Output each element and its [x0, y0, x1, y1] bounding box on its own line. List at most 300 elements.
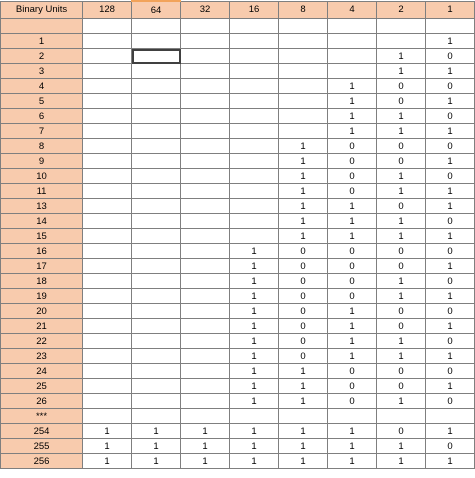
bit-cell[interactable]: 0	[426, 49, 475, 64]
bit-cell[interactable]	[83, 64, 132, 79]
bit-cell[interactable]: 1	[279, 154, 328, 169]
bit-cell[interactable]	[83, 49, 132, 64]
bit-cell[interactable]	[132, 94, 181, 109]
bit-cell[interactable]: 0	[328, 139, 377, 154]
bit-cell[interactable]	[132, 244, 181, 259]
bit-cell[interactable]: 1	[181, 439, 230, 454]
bit-cell[interactable]	[132, 379, 181, 394]
table-row	[1, 34, 475, 49]
bit-cell[interactable]	[83, 349, 132, 364]
bit-cell[interactable]	[230, 79, 279, 94]
bit-cell[interactable]	[279, 94, 328, 109]
bit-cell[interactable]: 1	[377, 274, 426, 289]
bit-cell[interactable]	[132, 274, 181, 289]
bit-cell[interactable]: 0	[377, 154, 426, 169]
bit-cell[interactable]	[181, 229, 230, 244]
bit-cell[interactable]	[83, 109, 132, 124]
bit-cell[interactable]: 0	[377, 139, 426, 154]
bit-cell[interactable]	[83, 379, 132, 394]
bit-cell[interactable]: 1	[230, 259, 279, 274]
table-row	[1, 124, 475, 139]
bit-cell[interactable]: 0	[377, 244, 426, 259]
bit-cell[interactable]	[181, 394, 230, 409]
table-row	[1, 79, 475, 94]
header-column-cell[interactable]: 8	[279, 1, 328, 19]
bit-cell[interactable]	[83, 169, 132, 184]
bit-cell[interactable]: 1	[83, 439, 132, 454]
bit-cell[interactable]: 0	[426, 109, 475, 124]
bit-cell[interactable]: 0	[377, 79, 426, 94]
bit-cell[interactable]: 1	[328, 94, 377, 109]
table-row	[1, 244, 475, 259]
bit-cell[interactable]	[83, 319, 132, 334]
bit-cell[interactable]: 0	[328, 184, 377, 199]
row-label-cell[interactable]: 18	[1, 274, 83, 289]
bit-cell[interactable]	[83, 124, 132, 139]
bit-cell[interactable]: 0	[328, 259, 377, 274]
bit-cell[interactable]: 0	[426, 274, 475, 289]
bit-cell[interactable]	[181, 169, 230, 184]
bit-cell[interactable]: 0	[279, 244, 328, 259]
bit-cell[interactable]: 1	[377, 49, 426, 64]
bit-cell[interactable]: 1	[426, 184, 475, 199]
bit-cell[interactable]: 1	[426, 124, 475, 139]
bit-cell[interactable]: 1	[328, 79, 377, 94]
bit-cell[interactable]	[181, 139, 230, 154]
bit-cell[interactable]	[230, 184, 279, 199]
header-column-cell[interactable]: 16	[230, 1, 279, 19]
row-label-cell[interactable]: 17	[1, 259, 83, 274]
bit-cell[interactable]	[181, 79, 230, 94]
bit-cell[interactable]: 1	[230, 439, 279, 454]
bit-cell[interactable]	[132, 304, 181, 319]
bit-cell[interactable]: 1	[377, 64, 426, 79]
bit-cell[interactable]: 1	[279, 394, 328, 409]
bit-cell[interactable]: 0	[426, 214, 475, 229]
bit-cell[interactable]	[279, 34, 328, 49]
bit-cell[interactable]: 1	[132, 424, 181, 439]
bit-cell[interactable]: 1	[279, 199, 328, 214]
bit-cell[interactable]	[377, 34, 426, 49]
bit-cell[interactable]: 1	[377, 214, 426, 229]
bit-cell[interactable]	[83, 34, 132, 49]
bit-cell[interactable]	[83, 214, 132, 229]
table-body	[1, 19, 475, 469]
bit-cell[interactable]: 0	[279, 259, 328, 274]
bit-cell[interactable]	[132, 139, 181, 154]
table-row	[1, 439, 475, 454]
table-row	[1, 424, 475, 439]
bit-cell[interactable]	[132, 124, 181, 139]
bit-cell[interactable]	[230, 64, 279, 79]
bit-cell[interactable]: 1	[328, 229, 377, 244]
row-label-cell[interactable]	[1, 19, 83, 34]
bit-cell[interactable]: 1	[230, 289, 279, 304]
bit-cell[interactable]	[83, 184, 132, 199]
bit-cell[interactable]: 0	[377, 319, 426, 334]
bit-cell[interactable]	[181, 349, 230, 364]
row-label-cell[interactable]: 4	[1, 79, 83, 94]
bit-cell[interactable]: 1	[426, 454, 475, 469]
bit-cell[interactable]	[181, 34, 230, 49]
bit-cell[interactable]: 0	[279, 274, 328, 289]
bit-cell[interactable]: 1	[426, 64, 475, 79]
bit-cell[interactable]: 1	[426, 289, 475, 304]
bit-cell[interactable]	[181, 199, 230, 214]
bit-cell[interactable]: 1	[426, 349, 475, 364]
bit-cell[interactable]: 0	[377, 304, 426, 319]
bit-cell[interactable]: 1	[132, 454, 181, 469]
bit-cell[interactable]: 1	[377, 439, 426, 454]
row-label-cell[interactable]: 26	[1, 394, 83, 409]
table-row	[1, 334, 475, 349]
bit-cell[interactable]	[230, 214, 279, 229]
row-label-cell[interactable]: 13	[1, 199, 83, 214]
bit-cell[interactable]	[83, 394, 132, 409]
bit-cell[interactable]	[230, 169, 279, 184]
bit-cell[interactable]: 1	[279, 424, 328, 439]
bit-cell[interactable]	[230, 109, 279, 124]
bit-cell[interactable]: 0	[377, 364, 426, 379]
bit-cell[interactable]: 1	[328, 439, 377, 454]
bit-cell[interactable]	[83, 94, 132, 109]
bit-cell[interactable]	[230, 199, 279, 214]
bit-cell[interactable]	[83, 274, 132, 289]
bit-cell[interactable]: 0	[328, 154, 377, 169]
table-row	[1, 199, 475, 214]
row-label-cell[interactable]: 20	[1, 304, 83, 319]
bit-cell[interactable]: 1	[328, 319, 377, 334]
bit-cell[interactable]	[181, 409, 230, 424]
bit-cell[interactable]: 1	[181, 424, 230, 439]
row-label-cell[interactable]: 15	[1, 229, 83, 244]
row-label-cell[interactable]: 255	[1, 439, 83, 454]
bit-cell[interactable]	[83, 304, 132, 319]
bit-cell[interactable]: 1	[328, 109, 377, 124]
bit-cell[interactable]: 0	[377, 424, 426, 439]
row-label-cell[interactable]: 2	[1, 49, 83, 64]
table-row	[1, 19, 475, 34]
bit-cell[interactable]: 1	[83, 424, 132, 439]
bit-cell[interactable]	[132, 349, 181, 364]
bit-cell[interactable]	[328, 19, 377, 34]
bit-cell[interactable]	[181, 334, 230, 349]
header-label-cell[interactable]: Binary Units	[1, 1, 83, 19]
bit-cell[interactable]	[83, 334, 132, 349]
bit-cell[interactable]	[279, 64, 328, 79]
table-row	[1, 169, 475, 184]
bit-cell[interactable]: 1	[377, 394, 426, 409]
bit-cell[interactable]: 1	[377, 229, 426, 244]
row-label-cell[interactable]: 1	[1, 34, 83, 49]
table-row	[1, 304, 475, 319]
bit-cell[interactable]: 1	[279, 379, 328, 394]
bit-cell[interactable]	[181, 94, 230, 109]
bit-cell[interactable]: 1	[426, 154, 475, 169]
bit-cell[interactable]: 0	[328, 274, 377, 289]
bit-cell[interactable]	[181, 154, 230, 169]
bit-cell[interactable]	[132, 259, 181, 274]
bit-cell[interactable]: 0	[328, 169, 377, 184]
row-label-cell[interactable]: 6	[1, 109, 83, 124]
bit-cell[interactable]	[132, 19, 181, 34]
row-label-cell[interactable]: 14	[1, 214, 83, 229]
bit-cell[interactable]	[181, 109, 230, 124]
bit-cell[interactable]	[426, 409, 475, 424]
bit-cell[interactable]	[230, 19, 279, 34]
row-label-cell[interactable]: 9	[1, 154, 83, 169]
bit-cell[interactable]: 1	[230, 364, 279, 379]
bit-cell[interactable]: 1	[83, 454, 132, 469]
bit-cell[interactable]	[83, 364, 132, 379]
bit-cell[interactable]	[132, 79, 181, 94]
bit-cell[interactable]	[230, 409, 279, 424]
bit-cell[interactable]: 1	[230, 454, 279, 469]
bit-cell[interactable]	[83, 199, 132, 214]
bit-cell[interactable]	[83, 259, 132, 274]
bit-cell[interactable]: 0	[426, 139, 475, 154]
bit-cell[interactable]: 1	[426, 94, 475, 109]
bit-cell[interactable]	[132, 199, 181, 214]
table-row	[1, 154, 475, 169]
bit-cell[interactable]	[279, 109, 328, 124]
header-row	[1, 1, 475, 19]
bit-cell[interactable]: 1	[328, 334, 377, 349]
bit-cell[interactable]: 1	[279, 169, 328, 184]
table-row	[1, 319, 475, 334]
bit-cell[interactable]	[83, 139, 132, 154]
bit-cell[interactable]: 1	[426, 424, 475, 439]
bit-cell[interactable]: 1	[328, 349, 377, 364]
bit-cell[interactable]	[181, 319, 230, 334]
bit-cell[interactable]	[328, 49, 377, 64]
row-label-cell[interactable]: 11	[1, 184, 83, 199]
bit-cell[interactable]: 0	[426, 244, 475, 259]
row-label-cell[interactable]: 254	[1, 424, 83, 439]
bit-cell[interactable]: 1	[230, 304, 279, 319]
bit-cell[interactable]: 1	[279, 139, 328, 154]
bit-cell[interactable]: 1	[377, 109, 426, 124]
bit-cell[interactable]	[181, 184, 230, 199]
bit-cell[interactable]: 0	[377, 199, 426, 214]
bit-cell[interactable]: 1	[426, 319, 475, 334]
row-label-cell[interactable]: ***	[1, 409, 83, 424]
row-label-cell[interactable]: 19	[1, 289, 83, 304]
header-column-cell[interactable]: 64	[132, 1, 181, 19]
bit-cell[interactable]	[230, 124, 279, 139]
bit-cell[interactable]	[83, 19, 132, 34]
bit-cell[interactable]: 0	[377, 379, 426, 394]
row-label-cell[interactable]: 3	[1, 64, 83, 79]
bit-cell[interactable]	[230, 94, 279, 109]
bit-cell[interactable]	[279, 124, 328, 139]
row-label-cell[interactable]: 21	[1, 319, 83, 334]
bit-cell[interactable]	[279, 49, 328, 64]
bit-cell[interactable]: 1	[426, 229, 475, 244]
bit-cell[interactable]: 0	[279, 319, 328, 334]
bit-cell[interactable]	[132, 364, 181, 379]
bit-cell[interactable]	[132, 289, 181, 304]
row-label-cell[interactable]: 10	[1, 169, 83, 184]
bit-cell[interactable]: 1	[230, 244, 279, 259]
bit-cell[interactable]: 1	[230, 334, 279, 349]
bit-cell[interactable]: 1	[230, 349, 279, 364]
bit-cell[interactable]	[181, 289, 230, 304]
bit-cell[interactable]: 0	[377, 94, 426, 109]
table-row	[1, 364, 475, 379]
bit-cell[interactable]: 1	[328, 454, 377, 469]
bit-cell[interactable]: 1	[377, 454, 426, 469]
bit-cell[interactable]	[83, 289, 132, 304]
bit-cell[interactable]: 1	[328, 124, 377, 139]
bit-cell[interactable]	[181, 244, 230, 259]
bit-cell[interactable]	[83, 154, 132, 169]
bit-cell[interactable]: 1	[426, 259, 475, 274]
bit-cell[interactable]	[230, 229, 279, 244]
bit-cell[interactable]	[181, 364, 230, 379]
bit-cell[interactable]: 0	[426, 364, 475, 379]
bit-cell[interactable]	[83, 229, 132, 244]
bit-cell[interactable]	[132, 109, 181, 124]
row-label-cell[interactable]: 8	[1, 139, 83, 154]
bit-cell[interactable]	[279, 409, 328, 424]
bit-cell[interactable]: 1	[230, 379, 279, 394]
bit-cell[interactable]	[181, 124, 230, 139]
bit-cell[interactable]	[279, 19, 328, 34]
bit-cell[interactable]: 1	[377, 334, 426, 349]
bit-cell[interactable]: 1	[230, 274, 279, 289]
header-column-cell[interactable]: 2	[377, 1, 426, 19]
row-label-cell[interactable]: 24	[1, 364, 83, 379]
bit-cell[interactable]: 0	[279, 304, 328, 319]
bit-cell[interactable]	[230, 139, 279, 154]
bit-cell[interactable]: 1	[377, 169, 426, 184]
bit-cell[interactable]: 0	[426, 439, 475, 454]
bit-cell[interactable]: 1	[181, 454, 230, 469]
header-column-cell[interactable]: 4	[328, 1, 377, 19]
bit-cell[interactable]	[83, 79, 132, 94]
bit-cell[interactable]: 0	[328, 394, 377, 409]
bit-cell[interactable]	[132, 64, 181, 79]
bit-cell[interactable]: 0	[279, 349, 328, 364]
table-row	[1, 394, 475, 409]
bit-cell[interactable]: 1	[328, 199, 377, 214]
bit-cell[interactable]	[181, 64, 230, 79]
bit-cell[interactable]	[132, 34, 181, 49]
bit-cell[interactable]	[181, 304, 230, 319]
bit-cell[interactable]	[377, 409, 426, 424]
bit-cell[interactable]	[132, 214, 181, 229]
bit-cell[interactable]: 1	[230, 394, 279, 409]
row-label-cell[interactable]: 22	[1, 334, 83, 349]
bit-cell[interactable]: 0	[426, 304, 475, 319]
bit-cell[interactable]: 1	[377, 349, 426, 364]
bit-cell[interactable]	[328, 409, 377, 424]
row-label-cell[interactable]: 23	[1, 349, 83, 364]
bit-cell[interactable]	[132, 394, 181, 409]
bit-cell[interactable]	[279, 79, 328, 94]
bit-cell[interactable]: 1	[426, 34, 475, 49]
bit-cell[interactable]	[181, 19, 230, 34]
bit-cell[interactable]	[132, 229, 181, 244]
bit-cell[interactable]	[328, 34, 377, 49]
bit-cell[interactable]: 0	[426, 334, 475, 349]
table-row	[1, 274, 475, 289]
bit-cell[interactable]: 0	[328, 244, 377, 259]
table-row	[1, 139, 475, 154]
bit-cell[interactable]: 0	[377, 259, 426, 274]
bit-cell[interactable]	[181, 214, 230, 229]
bit-cell[interactable]	[83, 409, 132, 424]
bit-cell[interactable]	[181, 259, 230, 274]
bit-cell[interactable]: 1	[279, 454, 328, 469]
bit-cell[interactable]: 0	[426, 169, 475, 184]
bit-cell[interactable]: 1	[426, 379, 475, 394]
row-label-cell[interactable]: 256	[1, 454, 83, 469]
bit-cell[interactable]	[132, 184, 181, 199]
bit-cell[interactable]	[181, 49, 230, 64]
bit-cell[interactable]	[132, 319, 181, 334]
bit-cell[interactable]: 1	[426, 199, 475, 214]
bit-cell[interactable]	[132, 334, 181, 349]
bit-cell[interactable]: 1	[279, 214, 328, 229]
bit-cell[interactable]: 1	[377, 124, 426, 139]
bit-cell[interactable]	[181, 379, 230, 394]
bit-cell[interactable]: 1	[328, 424, 377, 439]
bit-cell[interactable]: 1	[377, 184, 426, 199]
selected-cell[interactable]	[132, 49, 181, 64]
bit-cell[interactable]: 1	[230, 319, 279, 334]
bit-cell[interactable]: 0	[328, 289, 377, 304]
bit-cell[interactable]	[328, 64, 377, 79]
bit-cell[interactable]	[83, 244, 132, 259]
bit-cell[interactable]: 1	[377, 289, 426, 304]
bit-cell[interactable]	[132, 154, 181, 169]
bit-cell[interactable]: 1	[328, 214, 377, 229]
bit-cell[interactable]: 1	[279, 229, 328, 244]
bit-cell[interactable]: 1	[132, 439, 181, 454]
header-column-cell[interactable]: 1	[426, 1, 475, 19]
bit-cell[interactable]: 1	[279, 184, 328, 199]
bit-cell[interactable]: 0	[426, 79, 475, 94]
bit-cell[interactable]	[230, 154, 279, 169]
bit-cell[interactable]	[377, 19, 426, 34]
table-row	[1, 64, 475, 79]
bit-cell[interactable]: 0	[426, 394, 475, 409]
bit-cell[interactable]: 0	[328, 379, 377, 394]
bit-cell[interactable]: 0	[279, 334, 328, 349]
bit-cell[interactable]	[132, 169, 181, 184]
bit-cell[interactable]: 1	[328, 304, 377, 319]
bit-cell[interactable]: 0	[328, 364, 377, 379]
row-label-cell[interactable]: 5	[1, 94, 83, 109]
bit-cell[interactable]: 1	[230, 424, 279, 439]
bit-cell[interactable]	[181, 274, 230, 289]
bit-cell[interactable]	[230, 49, 279, 64]
header-column-cell[interactable]: 32	[181, 1, 230, 19]
row-label-cell[interactable]: 7	[1, 124, 83, 139]
table-row	[1, 379, 475, 394]
bit-cell[interactable]	[426, 19, 475, 34]
header-column-cell[interactable]: 128	[83, 1, 132, 19]
bit-cell[interactable]	[132, 409, 181, 424]
bit-cell[interactable]: 1	[279, 439, 328, 454]
bit-cell[interactable]: 0	[279, 289, 328, 304]
bit-cell[interactable]: 1	[279, 364, 328, 379]
bit-cell[interactable]	[230, 34, 279, 49]
row-label-cell[interactable]: 16	[1, 244, 83, 259]
row-label-cell[interactable]: 25	[1, 379, 83, 394]
